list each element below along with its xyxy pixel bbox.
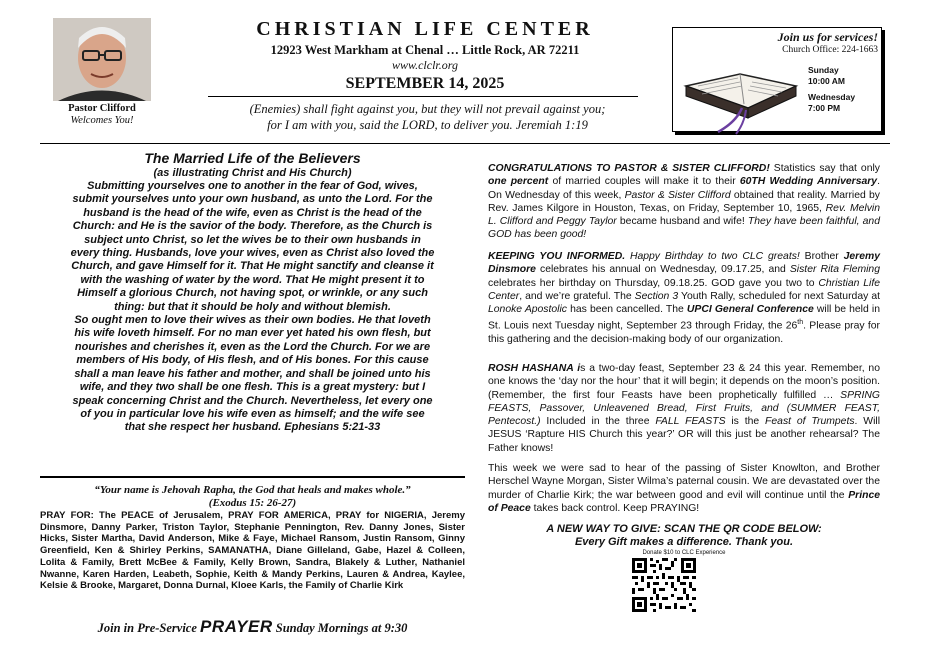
- p3-f: Feast of Trumpets: [765, 416, 855, 428]
- p1-b: one percent: [488, 176, 549, 188]
- p2-head: KEEPING YOU INFORMED.: [488, 251, 626, 262]
- p3-head: ROSH HASHANA i: [488, 363, 581, 374]
- p1-head: CONGRATULATIONS TO PASTOR & SISTER CLIFFORD!: [488, 163, 770, 174]
- give-line-2: Every Gift makes a difference. Thank you.: [574, 536, 794, 548]
- p1-f: Pastor & Sister Clifford: [624, 189, 731, 201]
- p1-j: They have been faithful, and GOD has been good!: [488, 216, 880, 241]
- preservice-prayer-word: PRAYER: [200, 617, 273, 636]
- preservice-prayer: [40, 617, 465, 637]
- sunday-time: 10:00 AM: [808, 76, 846, 86]
- pastor-photo: [53, 18, 151, 101]
- p3-d: FALL FEASTS: [655, 416, 726, 428]
- p3-e: is the: [725, 416, 766, 428]
- rapha-quote: [40, 484, 465, 510]
- p4-c: takes back control. Keep PRAYING!: [530, 502, 700, 514]
- p3-a: s a two-day feast, September 23 & 24 this year. Remember, no one knows the ‘day nor the hour’ that it will begin; it depends on the moon’s position. (Remember, the first four Feasts have been prophetically fulfilled …: [488, 363, 880, 401]
- news-informed: [488, 250, 880, 347]
- header-verse: [205, 101, 650, 133]
- verse-line-1: (Enemies) shall fight against you, but they will not prevail against you;: [249, 102, 606, 116]
- masthead: [205, 18, 645, 93]
- join-services: Join us for services!: [777, 30, 878, 44]
- p2-a: Happy Birthday to two CLC greats!: [625, 251, 800, 262]
- rapha-line-1: “Your name is Jehovah Rapha, the God that heals and makes whole.”: [94, 484, 411, 496]
- scripture-part-1: Submitting yourselves one to another in the fear of God, wives, submit yourselves unto your own husband, as unto the Lord. For the husband is the head of the wife, even as Christ is the head of the Church: and He is the savior of the body. Therefore, as the Church is subject unto Christ, so let the wives be to their own husbands in every thing. Husbands, love your wives, even as Christ also loved the Church, and gave Himself for it. That He might sanctify and cleanse it with the washing of water by the word. That He might present it to Himself a glorious Church, not having spot, or wrinkle, or any such thing: but that it should be holy and without blemish.: [70, 180, 435, 313]
- p2-i: Section 3: [634, 290, 679, 302]
- p4-a: This week we were sad to hear of the passing of Sister Knowlton, and Brother Herschel Wayne Morgan, Sister Wilma’s paternal cousin. We are devastated over the murder of Charlie Kirk; the war between good and evil will continue until the: [488, 463, 880, 501]
- church-office-phone: Church Office: 224-1663: [782, 45, 878, 55]
- article-scripture: [70, 180, 435, 435]
- church-address: 12923 West Markham at Chenal … Little Rock, AR 72211: [270, 43, 580, 57]
- p2-h: , and we’re grateful. The: [519, 290, 635, 302]
- preservice-c: Sunday Mornings at 9:30: [272, 621, 408, 635]
- p2-g: Christian Life Center: [488, 277, 880, 302]
- wednesday-service: [808, 92, 855, 114]
- p3-c: Included in the three: [540, 416, 656, 428]
- p2-m: UPCI General Conference: [686, 304, 814, 316]
- p4-b: Prince of Peace: [488, 489, 880, 514]
- rapha-line-2: (Exodus 15: 26-27): [208, 497, 297, 509]
- pastor-welcome: Welcomes You!: [70, 115, 134, 126]
- verse-line-2: for I am with you, said the LORD, to deliver you. Jeremiah 1:19: [267, 118, 588, 132]
- p1-h: Rev. Melvin L. Clifford and Peggy Taylor: [488, 202, 880, 228]
- wednesday-time: 7:00 PM: [808, 103, 841, 113]
- scripture-part-2: So ought men to love their wives as their own bodies. He that loveth his wife loveth himself. For no man ever yet hated his own flesh, but nourishes and cherishes it, even as the Lord the Church. For we are members of His body, of His flesh, and of His bones. For this cause shall a man leave his father and mother, and shall be joined unto his wife, and they two shall be one flesh. This is a great mystery: but I speak concerning Christ and the Church. Nevertheless, let every one of you in particular love his wife even as himself; and the wife see that she respect her husband. Ephesians 5:21-33: [72, 314, 433, 434]
- pastor-name: Pastor Clifford: [68, 103, 136, 114]
- p2-k: Lonoke Apostolic: [488, 304, 567, 316]
- article-title: The Married Life of the Believers: [144, 150, 361, 166]
- p1-e: . On Wednesday of this week,: [488, 176, 880, 201]
- p2-f: celebrates her birthday on Thursday, 09.18.25. GOD gave you two to: [488, 277, 819, 289]
- p1-d: 60TH Wedding Anniversary: [739, 176, 878, 188]
- p3-g: . Will JESUS ‘Rapture HIS Church this year?’ OR will this just be another rehearsal? The Father knows!: [488, 416, 881, 454]
- p2-l: has been cancelled. The: [566, 304, 687, 316]
- p2-sup: th: [797, 319, 804, 327]
- news-condolences: [488, 462, 880, 515]
- news-congratulations: [488, 162, 880, 242]
- news-rosh-hashana: [488, 362, 880, 455]
- left-divider: [40, 476, 465, 478]
- church-name: CHRISTIAN LIFE CENTER: [256, 18, 594, 40]
- pastor-caption: [40, 103, 164, 127]
- sunday-service: [808, 65, 845, 87]
- qr-code-icon[interactable]: [632, 558, 696, 612]
- preservice-a: Join in Pre-Service: [97, 621, 201, 635]
- main-divider: [40, 143, 890, 144]
- p3-b: SPRING FEASTS, Passover, Unleavened Bread, First Fruits, and (SUMMER FEAST, Pentecost.): [488, 389, 880, 428]
- p2-n: will be held in St. Louis next Tuesday night, September 23 through Friday, the 26: [488, 304, 880, 332]
- giving-callout: [488, 523, 880, 549]
- p1-g: obtained that reality. Married by Rev. James Kilgore in Houston, Texas, on Friday, September 10, 1965,: [488, 189, 880, 214]
- prayer-list: PRAY FOR: The PEACE of Jerusalem, PRAY FOR AMERICA, PRAY for NIGERIA, Jeremy Dinsmore, Danny Parker, Triston Taylor, Stephanie Pennington, Rev. Danny Jones, Sister Hicks, Sister Martha, David Anderson, Mike & Faye, Michael Ransom, Justin Ransom, Ginny Greenfield, Ken & Shirley Perkins, SAMANATHA, Diane Gilleland, Gabe, Hazel & Colleen, Lolita & Family, Brett McBee & Family, Kelly Brown, Sandra, Blakely & Luther, Nathaniel Nwanne, Karen Harden, Leabeth, Sophie, Keith & Mandy Perkins, Lauren & Andrea, Kaylee, Kelsie & Brooke, Margaret, Donna Durnal, Kloee Karls, the Family of Charlie Kirk: [40, 510, 465, 592]
- give-line-1: A NEW WAY TO GIVE: SCAN THE QR CODE BELOW:: [546, 523, 822, 535]
- p2-e: Sister Rita Fleming: [789, 264, 880, 276]
- article-subtitle: (as illustrating Christ and His Church): [153, 167, 352, 179]
- p1-i: became husband and wife!: [616, 216, 748, 228]
- wednesday-label: Wednesday: [808, 92, 856, 102]
- p2-o: . Please pray for this gathering and the decision-making body of our organization.: [488, 320, 880, 346]
- header-rule: [208, 96, 638, 97]
- bulletin-date: SEPTEMBER 14, 2025: [345, 75, 505, 92]
- p1-c: of married couples will make it to their: [548, 176, 740, 188]
- p2-j: Youth Rally, scheduled for next Saturday at: [678, 290, 881, 302]
- bible-icon: [678, 56, 803, 136]
- p2-c: Jeremy Dinsmore: [488, 251, 880, 276]
- church-website[interactable]: www.clclr.org: [391, 58, 458, 72]
- donate-caption: Donate $10 to CLC Experience: [642, 550, 726, 556]
- p1-a: Statistics say that only: [769, 163, 880, 174]
- p2-d: celebrates his annual on Wednesday, 09.17.25, and: [535, 264, 790, 276]
- sunday-label: Sunday: [808, 65, 839, 75]
- p2-b: Brother: [799, 251, 844, 262]
